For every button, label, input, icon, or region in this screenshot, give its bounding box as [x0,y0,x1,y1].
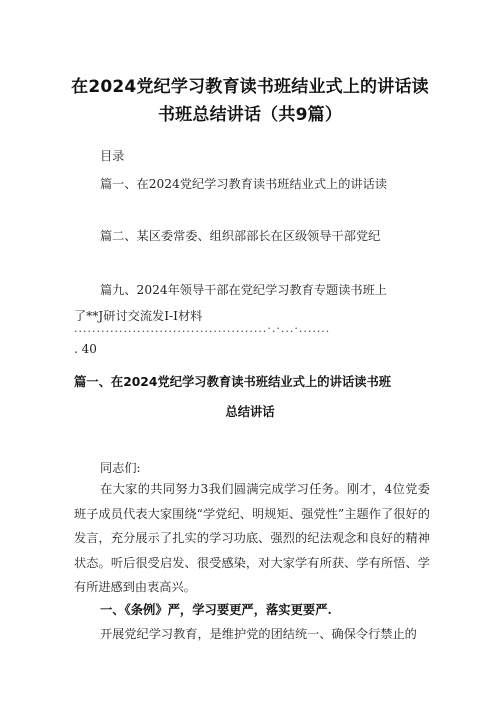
section-title: 篇一、在2024党纪学习教育读书班结业式上的讲话读书班 [74,375,392,389]
document-title-line2: 书班总结讲话（共9篇） [157,105,343,125]
document-title-line1: 在2024党纪学习教育读书班结业式上的讲话读 [71,77,429,97]
toc-leader-dots: ...........................................·.·...·....... [74,322,331,335]
toc-heading: 目录 [100,149,125,163]
toc-item-2[interactable]: 篇二、某区委常委、组织部部长在区级领导干部党纪 [100,229,381,243]
section-heading-1: 一、《条例》严，学习要更严，落实更要严. [100,602,332,617]
toc-page-number: . 40 [74,342,97,356]
section-subtitle: 总结讲话 [225,405,275,419]
toc-item-1[interactable]: 篇一、在2024党纪学习教育读书班结业式上的讲话读 [100,177,387,191]
toc-item-9-line2[interactable]: 了**J研讨交流发I-I材料 [74,309,203,323]
body-paragraph-1: 在大家的共同努力3我们圆满完成学习任务。刚才，4位党委班子成员代表大家围绕“学党纪、明规矩、强党性”主题作了很好的发言，充分展示了扎实的学习功底、强烈的纪法观念和良好的精神状态。听后很受启发、很受感染，对大家学有所获、学有所悟、学有所进感到由衷高兴。 [74,482,430,595]
greeting: 同志们: [100,461,141,475]
toc-item-9-line1[interactable]: 篇九、2024年领导干部在党纪学习教育专题读书班上 [100,283,387,297]
body-paragraph-2: 开展党纪学习教育，是维护党的团结统一、确保令行禁止的 [100,627,417,641]
